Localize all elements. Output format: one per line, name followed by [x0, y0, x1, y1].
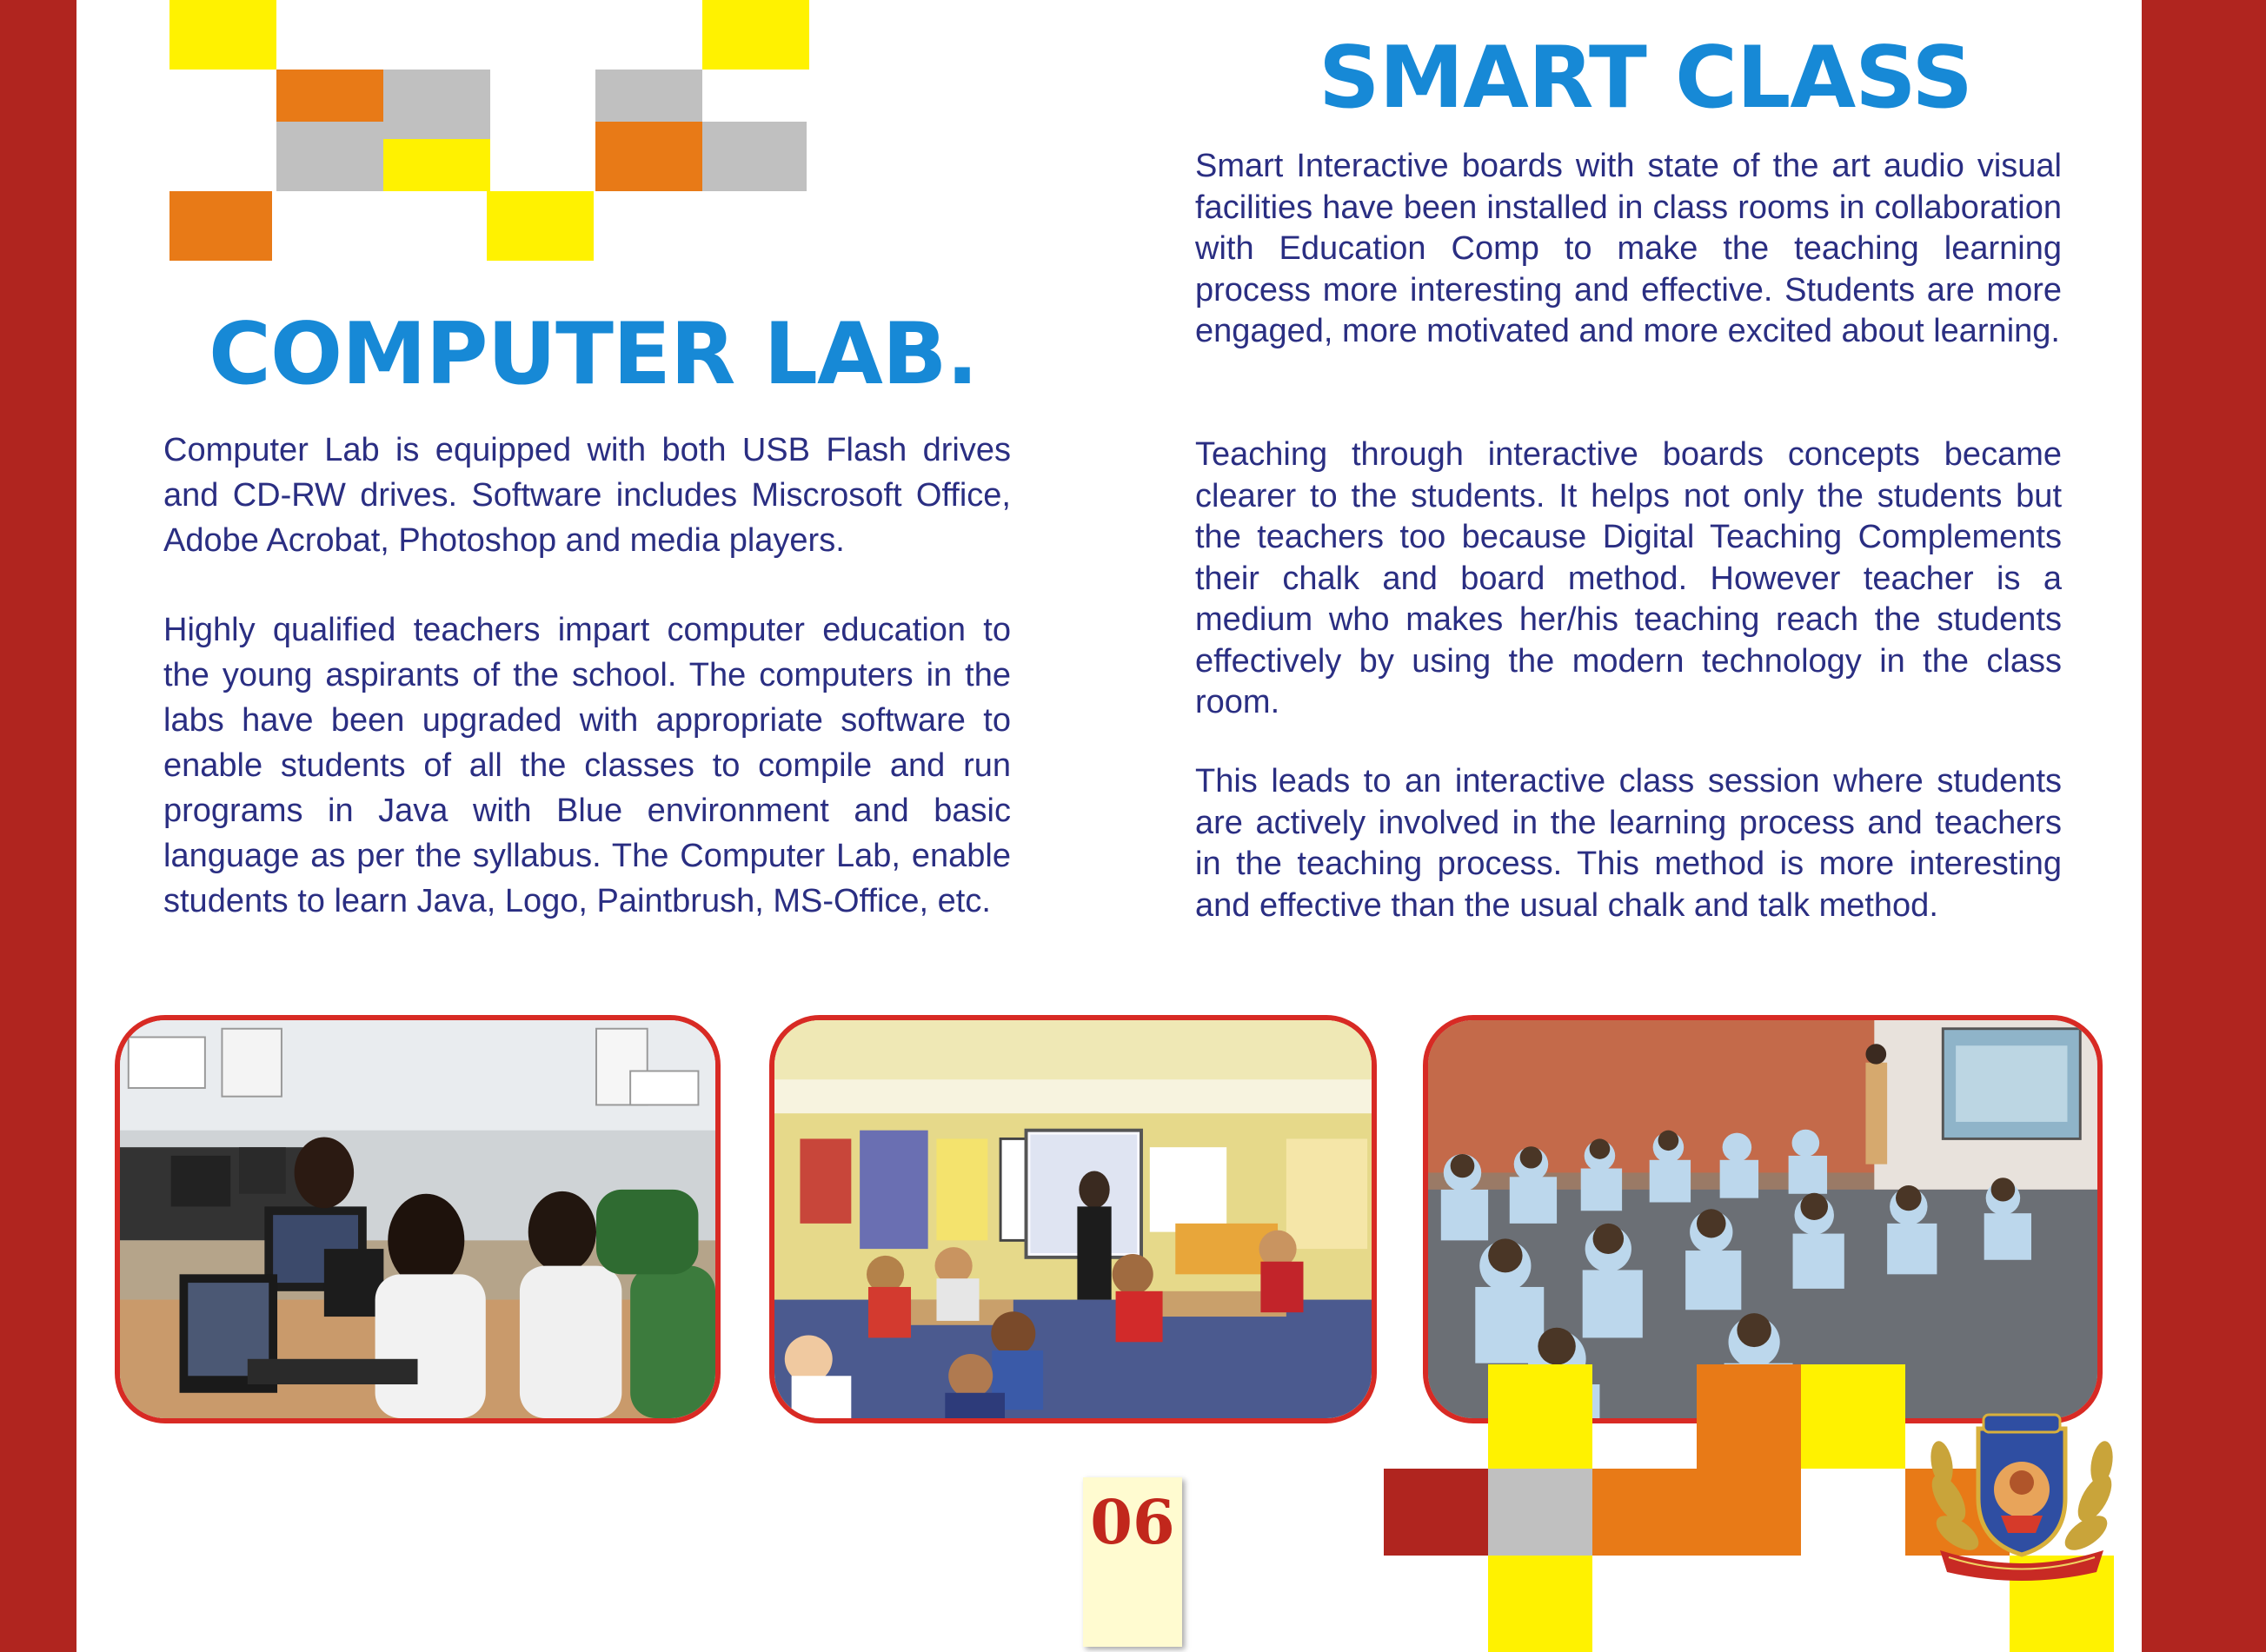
computer-lab-paragraph-1: Computer Lab is equipped with both USB Flash drives and CD-RW drives. Software includes Miscrosoft Office, Adobe Acrobat, Photoshop and media players. [163, 432, 1011, 559]
smart-class-heading: SMART CLASS [1319, 29, 1972, 128]
smart-class-paragraph-3: This leads to an interactive class session where students are actively involved in the learning process and teachers in the teaching process. This method is more interesting and effective than the usual chalk and talk method. [1195, 763, 2062, 924]
computer-lab-heading: COMPUTER LAB. [209, 305, 978, 404]
classroom-whiteboard-photo-icon [769, 1015, 1377, 1423]
computer-lab-paragraph-2: Highly qualified teachers impart computer education to the young aspirants of the school. The computers in the labs have been upgraded with appropriate software to enable students of all the classes to compile and run programs in Java with Blue environment and basic language as per the syllabus. The Computer Lab, enable students to learn Java, Logo, Paintbrush, MS-Office, etc. [163, 612, 1011, 919]
computer-lab-photo-icon [115, 1015, 721, 1423]
smart-class-paragraph-1: Smart Interactive boards with state of the art audio visual facilities have been installed in class rooms in collaboration with Education Comp to make the teaching learning process more interesting and effective. Students are more engaged, more motivated and more excited about learning. [1195, 148, 2062, 349]
page-number: 06 [1090, 1486, 1175, 1558]
right-border-bar [2142, 0, 2266, 1652]
page-number-tab [1083, 1477, 1182, 1647]
smart-class-paragraph-2: Teaching through interactive boards concepts became clearer to the students. It helps not only the students but the teachers too because Digital Teaching Complements their chalk and board method. However teacher is a medium who makes her/his teaching reach the students effectively by using the modern technology in the class room. [1195, 436, 2062, 720]
smart-class-photo-icon [1423, 1015, 2103, 1423]
left-border-bar [0, 0, 76, 1652]
school-crest-seal-icon [1923, 1403, 2121, 1589]
